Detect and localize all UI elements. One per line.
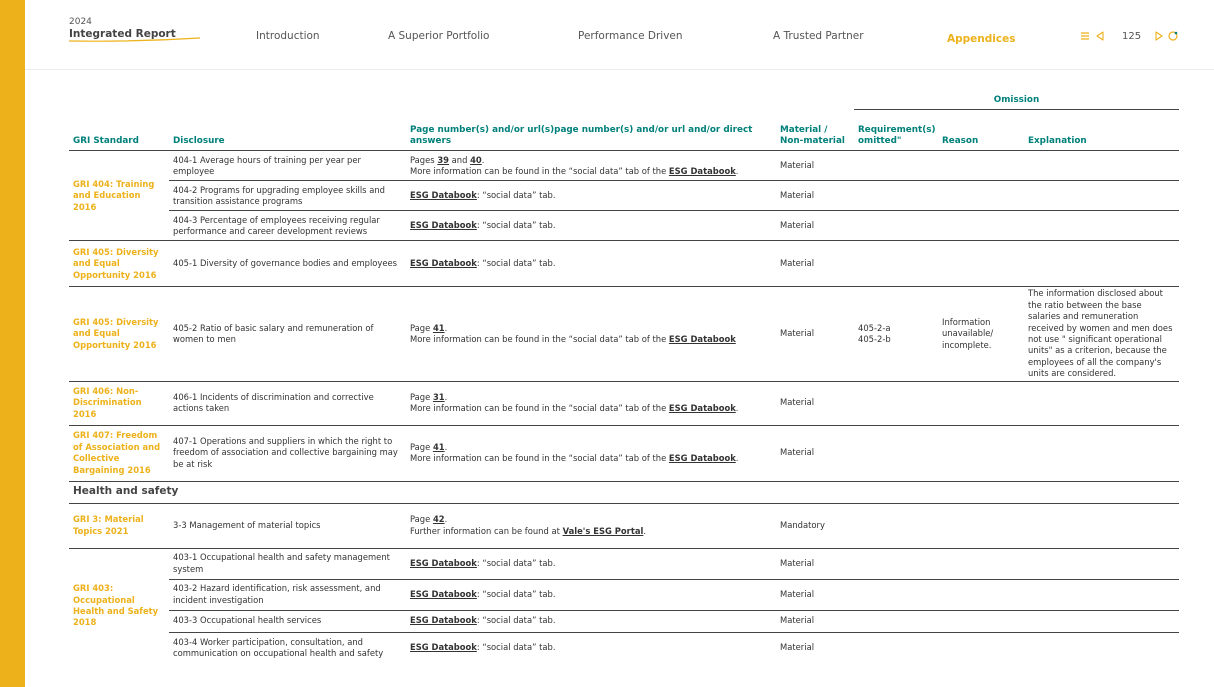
esg-databook-link[interactable]: ESG Databook: [410, 220, 477, 231]
social-tab-text: : “social data” tab.: [476, 190, 556, 201]
omission-header: Omission: [854, 94, 1179, 110]
table-row: [69, 425, 1179, 481]
esg-databook-link[interactable]: ESG Databook: [410, 615, 477, 626]
table-row: [69, 381, 1179, 425]
table-row: [69, 211, 1179, 241]
requirements-omitted-cell: [854, 287, 938, 381]
page-ref-cell: Page 41. More information can be found in the “social data” tab of the ESG Databook.: [406, 425, 776, 481]
material-cell: Material: [780, 642, 815, 653]
page-link[interactable]: 42: [432, 514, 445, 525]
material-cell: Material: [776, 381, 854, 425]
more-info-text: More information can be found in the “social data” tab of the: [410, 165, 667, 176]
social-tab-text: : “social data” tab.: [476, 642, 556, 653]
col-reason: Reason: [938, 110, 1024, 151]
refresh-icon[interactable]: [1167, 30, 1179, 42]
column-header-row: [69, 110, 1179, 151]
page-ref-cell: Page 31. More information can be found in the “social data” tab of the ESG Databook.: [406, 381, 776, 425]
gri-index-table: [69, 94, 1179, 663]
material-cell: Material: [776, 610, 854, 632]
table-row: [69, 287, 1179, 381]
next-page-icon[interactable]: [1153, 30, 1165, 42]
col-material: Material / Non-material: [776, 110, 854, 151]
material-cell: Material: [776, 241, 854, 287]
page-ref-cell: Page 42. Further information can be found at Vale's ESG Portal.: [406, 503, 776, 548]
table-row: [69, 503, 1179, 548]
top-header: [25, 0, 1214, 70]
vale-esg-portal-link[interactable]: Vale's ESG Portal: [562, 525, 644, 536]
page-navigator: [1080, 29, 1181, 43]
section-row: [69, 481, 1179, 503]
further-info-text: Further information can be found at: [410, 525, 560, 536]
disclosure-cell: 404-2 Programs for upgrading employee skills and transition assistance programs: [169, 181, 406, 211]
esg-databook-link[interactable]: ESG Databook: [668, 403, 736, 414]
col-page-numbers: Page number(s) and/or url(s)page number(s) and/or url and/or direct answers: [406, 110, 776, 151]
material-cell: Material: [776, 579, 854, 610]
more-info-text: More information can be found in the “social data” tab of the: [410, 334, 667, 345]
gri-standard-cell: GRI 406: Non-Discrimination 2016: [69, 381, 169, 425]
side-accent-bar: [0, 0, 25, 687]
report-logo[interactable]: [69, 17, 176, 41]
disclosure-cell: 403-4 Worker participation, consultation, and communication on occupational health and safety: [173, 636, 384, 658]
table-row: [69, 241, 1179, 287]
page-ref-cell: Page 41. More information can be found in the “social data” tab of the ESG Databook: [406, 287, 776, 381]
esg-databook-link[interactable]: ESG Databook: [410, 588, 477, 599]
page-label: Page: [410, 391, 431, 402]
page-ref-cell: [406, 579, 776, 610]
social-tab-text: : “social data” tab.: [476, 557, 556, 568]
table-row: [69, 548, 1179, 579]
esg-databook-link[interactable]: ESG Databook: [410, 642, 477, 653]
page-label: Page: [410, 322, 431, 333]
disclosure-cell: 403-3 Occupational health services: [169, 610, 406, 632]
page-link[interactable]: 41: [432, 322, 445, 333]
esg-databook-link[interactable]: ESG Databook: [668, 453, 736, 464]
disclosure-cell: 405-1 Diversity of governance bodies and employees: [169, 241, 406, 287]
page-ref-cell: [406, 211, 776, 241]
section-title: Health and safety: [69, 481, 1179, 503]
material-cell: Mandatory: [776, 503, 854, 548]
logo-swoosh-icon: [69, 37, 201, 43]
nav-introduction[interactable]: Introduction: [256, 30, 320, 42]
page-ref-cell: [406, 610, 776, 632]
and-text: and: [451, 154, 468, 165]
disclosure-cell: 407-1 Operations and suppliers in which the right to freedom of association and collective bargaining may be at risk: [169, 425, 406, 481]
gri-standard-cell: GRI 403: Occupational Health and Safety 2018: [73, 583, 159, 628]
reason-cell: Information unavailable/ incomplete.: [938, 287, 1024, 381]
page-link[interactable]: 40: [470, 154, 482, 165]
gri-standard-cell: GRI 405: Diversity and Equal Opportunity 2016: [69, 241, 169, 287]
more-info-text: More information can be found in the “social data” tab of the: [410, 403, 667, 414]
gri-standard-cell: GRI 405: Diversity and Equal Opportunity 2016: [69, 287, 169, 381]
page-ref-cell: [406, 632, 776, 663]
nav-superior-portfolio[interactable]: A Superior Portfolio: [388, 30, 490, 42]
material-cell: Material: [776, 211, 854, 241]
report-title: Integrated Report: [69, 28, 176, 40]
omission-header-row: [69, 94, 1179, 110]
requirement-item: 405-2-b: [858, 334, 891, 345]
col-explanation: Explanation: [1024, 110, 1179, 151]
page-ref-cell: [406, 241, 776, 287]
page-label: Page: [410, 441, 431, 452]
social-tab-text: : “social data” tab.: [476, 258, 556, 269]
table-row: [69, 151, 1179, 181]
page-ref-cell: Pages 39 and 40. More information can be found in the “social data” tab of the ESG Databook.: [406, 151, 776, 181]
disclosure-cell: 404-3 Percentage of employees receiving regular performance and career development reviews: [169, 211, 406, 241]
report-year: 2024: [69, 17, 92, 27]
disclosure-cell: 405-2 Ratio of basic salary and remuneration of women to men: [169, 287, 406, 381]
esg-databook-link[interactable]: ESG Databook: [410, 190, 477, 201]
disclosure-cell: 406-1 Incidents of discrimination and corrective actions taken: [169, 381, 406, 425]
disclosure-cell: 403-2 Hazard identification, risk assessment, and incident investigation: [169, 579, 406, 610]
disclosure-cell: 403-1 Occupational health and safety management system: [169, 548, 406, 579]
material-cell: Material: [776, 425, 854, 481]
material-cell: Material: [776, 548, 854, 579]
social-tab-text: : “social data” tab.: [476, 588, 556, 599]
previous-page-icon[interactable]: [1094, 30, 1106, 42]
table-row: [69, 181, 1179, 211]
esg-databook-link[interactable]: ESG Databook: [668, 165, 736, 176]
col-gri-standard: GRI Standard: [69, 110, 169, 151]
esg-databook-link[interactable]: ESG Databook: [410, 258, 477, 269]
page-link[interactable]: 31: [432, 391, 445, 402]
gri-standard-cell: GRI 407: Freedom of Association and Collective Bargaining 2016: [69, 425, 169, 481]
page-label: Page: [410, 514, 431, 525]
nav-trusted-partner[interactable]: A Trusted Partner: [773, 30, 864, 42]
menu-icon[interactable]: [1080, 30, 1092, 42]
explanation-cell: The information disclosed about the ratio between the base salaries and remuneration received by women and men does not use " significant operational units" as a criterion, because the employees of all the company's units are considered.: [1024, 287, 1179, 381]
page-number: 125: [1122, 30, 1142, 42]
disclosure-cell: 3-3 Management of material topics: [169, 503, 406, 548]
page-link[interactable]: 41: [432, 441, 445, 452]
esg-databook-link[interactable]: ESG Databook: [410, 557, 477, 568]
material-cell: Material: [776, 181, 854, 211]
nav-performance-driven[interactable]: Performance Driven: [578, 30, 683, 42]
social-tab-text: : “social data” tab.: [476, 615, 556, 626]
table-row: [69, 579, 1179, 610]
page-ref-cell: [406, 181, 776, 211]
col-requirements-omitted: Requirement(s) omitted": [854, 110, 938, 151]
table-row: [69, 632, 1179, 663]
requirement-item: 405-2-a: [858, 322, 891, 333]
page-ref-cell: [406, 548, 776, 579]
material-cell: Material: [776, 151, 854, 181]
social-tab-text: : “social data” tab.: [476, 220, 556, 231]
gri-standard-cell: GRI 404: Training and Education 2016: [69, 151, 169, 241]
page-link[interactable]: 39: [437, 154, 449, 165]
col-disclosure: Disclosure: [169, 110, 406, 151]
nav-appendices[interactable]: Appendices: [947, 33, 1016, 45]
gri-standard-cell: GRI 3: Material Topics 2021: [69, 503, 169, 548]
disclosure-cell: 404-1 Average hours of training per year per employee: [169, 151, 406, 181]
table-row: [69, 610, 1179, 632]
more-info-text: More information can be found in the “social data” tab of the: [410, 453, 667, 464]
material-cell: Material: [776, 287, 854, 381]
pages-label: Pages: [410, 154, 435, 165]
esg-databook-link[interactable]: ESG Databook: [668, 334, 736, 345]
